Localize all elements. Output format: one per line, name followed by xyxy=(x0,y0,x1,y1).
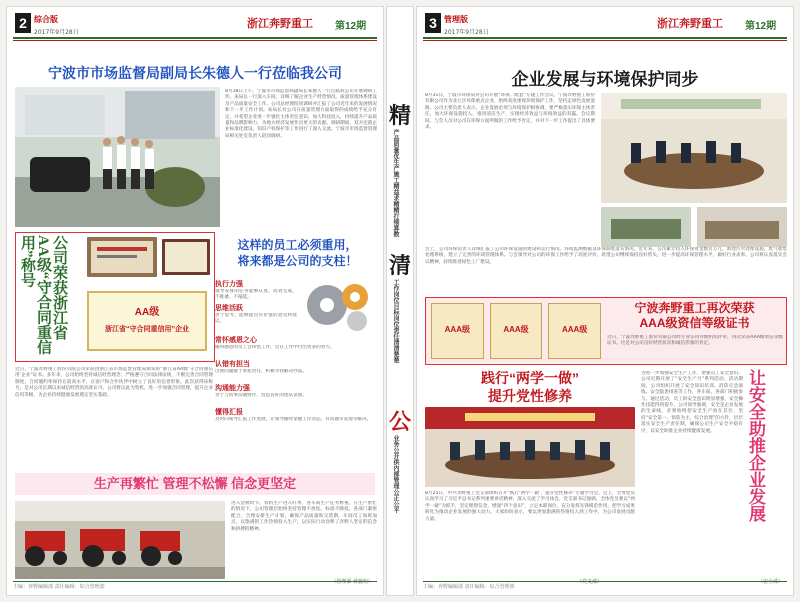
aaa-headline xyxy=(607,301,782,331)
spine-char-3: 公 xyxy=(389,409,412,434)
page-number: 3 xyxy=(425,13,441,33)
item-reporting-text: 及时向领导汇报工作进展，让领导随时掌握工作动态，有问题早发现早解决。 xyxy=(215,417,372,422)
spine-char-1: 精 xyxy=(389,103,412,128)
certificate-photo xyxy=(162,239,210,275)
production-banner: 生产再繁忙 管理不松懈 信念更坚定 xyxy=(15,473,375,495)
right-signoff: （安全部） xyxy=(757,579,783,585)
section-tag: 管理版 xyxy=(444,15,468,24)
production-article-text: 进入金秋时节，农机生产进入旺季，各车间生产任务繁重。在生产繁忙的情况下，公司管理层始终坚持管理不放松、标准不降低，各部门紧密配合，合理安排生产计划，确保产品质量和交货期。车间员工加班加点，以饱满的工作热情投入生产，以实际行动诠释了奔野人坚定的信念和拼搏的精神。 xyxy=(231,501,377,532)
aa-award-caption: 浙江省“守合同重信用”企业 xyxy=(105,326,189,333)
party-headline xyxy=(425,369,635,405)
safety-vertical-title: 让安全助推企业发展 xyxy=(746,369,765,522)
item-accountability-title: 认错有担当 xyxy=(215,361,250,368)
party-headline-line1: 践行“两学一做” xyxy=(481,370,579,386)
env-photo-3 xyxy=(697,207,787,247)
gears-image xyxy=(297,275,377,335)
left-signoff: （管理部 黄毅恒） xyxy=(331,579,373,585)
center-spine xyxy=(386,6,414,596)
env-article-text-1: 8月31日，宁波市环保局对公司开展“环保、配套”专题工作会议。宁波奔野重工股份有限公司作为北仑区环保重点企业，始终高度重视环境保护工作，坚持走绿色发展道路。公司主要负责人表示，企业发展必须与环境保护相协调，要严格落实环保主体责任，加大环保设施投入，推进清洁生产，实现经济效益与环境效益的双赢。会议期间，与会人员对公司在环保方面所做的工作给予肯定，并对下一步工作提出了具体要求。 xyxy=(425,93,595,131)
aaa-badge-2: AAA级 xyxy=(490,303,543,359)
right-footer: 主编：奔野编辑部 责任编辑：综合管理部 xyxy=(423,581,787,589)
right-page-header xyxy=(417,7,793,59)
award-plaque-photo xyxy=(87,237,157,277)
item-communication-text: 善于与同事沟通协作，营造良好的团队氛围。 xyxy=(215,393,307,398)
safety-article-text: 为进一步加强安全生产工作，增强员工安全意识，公司近期开展了“安全生产月”系列活动。活动期间，公司组织开展了安全知识培训、消防应急演练、安全隐患排查等工作，各车间、各部门积极参与。通过活动，员工的安全意识明显增强，安全操作技能得到提升。公司领导强调，安全是企业发展的生命线，必须始终把安全生产放在首位，坚持“安全第一、预防为主、综合治理”的方针，层层落实安全生产责任制，确保公司生产安全平稳有序，以安全助推企业持续健康发展。 xyxy=(641,371,743,434)
right-page xyxy=(416,6,794,596)
lead-article-text: 8月18日上午，宁波市市场监督局副局长朱德人一行莅临我公司开展调研工作。朱局长一行深入车间，详细了解企业生产经营情况、质量管理体系建设及产品质量安全工作。公司总经理陪同调研并汇报了公司近年来的发展情况和下一步工作计划。朱局长对公司在质量管理方面取得的成绩给予充分肯定，并希望企业进一步强化主体责任意识，加大科技投入，持续提升产品质量和品牌影响力，为地方经济发展作出更大的贡献。调研期间，双方还就企业标准化建设、知识产权保护等工作进行了深入交流。宁波市市场监督管理局相关处室负责人陪同调研。 xyxy=(225,89,377,139)
left-page-header xyxy=(7,7,383,59)
party-headline-line2: 提升党性修养 xyxy=(488,388,572,404)
env-meeting-photo xyxy=(601,93,787,203)
tractor-workshop-photo xyxy=(15,501,225,579)
env-photo-2 xyxy=(601,207,691,247)
issue-number: 第12期 xyxy=(745,21,777,32)
item-reporting xyxy=(215,407,375,443)
env-headline: 企业发展与环境保护同步 xyxy=(511,70,699,89)
left-footer: 主编：奔野编辑部 责任编辑：综合管理部 xyxy=(13,581,377,589)
party-signoff: （党支部） xyxy=(577,579,603,585)
aaa-headline-line1: 宁波奔野重工再次荣获 xyxy=(634,301,755,315)
staff-subhead xyxy=(215,237,380,269)
section-tag: 综合版 xyxy=(34,15,58,24)
header-rule xyxy=(13,37,377,39)
item-gratitude-text: 懂得感恩的员工会珍惜工作，会在工作中付出更多的努力。 xyxy=(215,345,335,350)
aaa-certificates xyxy=(431,303,601,359)
aaa-badge-3: AAA级 xyxy=(548,303,601,359)
inspection-photo xyxy=(15,87,220,227)
page-number: 2 xyxy=(15,13,31,33)
item-execution-title: 执行力强 xyxy=(215,281,243,288)
item-execution-text: 领导安排的任务能够认真、高效完成，不推诿，不拖延。 xyxy=(215,289,297,301)
masthead-logo: 浙江奔野重工 xyxy=(657,18,723,30)
aa-award-badge xyxy=(87,291,207,351)
award-article-text: 近日，宁波奔野重工股份有限公司荣获由浙江省市场监督管理局颁发的“浙江省AA级‘守合同重信用’企业”证书。多年来，公司始终坚持诚信经营理念，严格遵守合同法律法规，不断完善合同管理制度，合同履约率保持在较高水平，在客户和合作伙伴中树立了良好的信誉形象。此次获得该称号，是对公司长期以来诚信经营的高度认可。公司将以此为契机，进一步加强合同管理，提升企业信用等级，为企业持续健康发展奠定坚实基础。 xyxy=(15,367,213,398)
spine-motto-3: 业务公开供内部管理公正公平 xyxy=(392,435,398,513)
aaa-badge-1: AAA级 xyxy=(431,303,484,359)
issue-date: 2017年9月28日 xyxy=(34,29,79,36)
item-gratitude-title: 常怀感恩之心 xyxy=(215,337,257,344)
header-rule-red xyxy=(13,40,377,41)
spine-char-2: 清 xyxy=(389,253,412,278)
header-rule xyxy=(423,37,787,39)
masthead-logo: 浙江奔野重工 xyxy=(247,18,313,30)
issue-date: 2017年9月28日 xyxy=(444,29,489,36)
award-vertical-title: 公司荣获浙江省AA级“守合同重信用”称号 xyxy=(19,235,67,355)
aaa-headline-line2: AAA级资信等级证书 xyxy=(639,316,750,330)
item-thinking xyxy=(215,303,297,331)
left-page xyxy=(6,6,384,596)
spine-motto-1: 产品质量优生产施工精益求精精打细算数 xyxy=(392,129,398,237)
party-meeting-photo xyxy=(425,407,635,487)
staff-subhead-line1: 这样的员工必须重用， xyxy=(237,238,358,252)
aaa-article-text: 近日，宁波奔野重工股份有限公司经专业信用评级机构评审，再次荣获AAA级资信等级证书。这是对公司良好经营状况和诚信形象的肯定。 xyxy=(607,335,783,347)
spine-motto-2: 工作岗位目标岗位责任清清楚楚 xyxy=(392,279,398,363)
party-article-text: 8月25日，中共奔野重工党支部组织召开“践行‘两学一做’，提升党性修养”专题学习会。会上，全体党员认真学习了习近平总书记系列重要讲话精神，深入交流了学习体会。党支部书记强调，全体党员要以“两学一做”为抓手，坚定理想信念，增强“四个意识”，立足本职岗位，充分发挥先锋模范作用，把学习成果转化为推动企业发展的强大动力。大家纷纷表示，要以更加饱满的热情投入到工作中，为公司发展贡献力量。 xyxy=(425,491,635,522)
item-accountability-text: 出现问题敢于承担责任，积极寻找解决办法。 xyxy=(215,369,307,374)
item-communication-title: 沟通能力强 xyxy=(215,385,250,392)
aa-award-grade: AA级 xyxy=(134,307,160,318)
staff-subhead-line2: 将来都是公司的支柱！ xyxy=(237,254,358,268)
lead-headline: 宁波市市场监督局副局长朱德人一行莅临我公司 xyxy=(48,65,342,81)
env-article-text-2: 会上，公司环保负责人详细汇报了公司环保设施的建设和运行情况、环境监测数据及环保制度落实情况。近年来，公司累计投入环保资金数百万元，新建污水处理设施、废气收集处理系统，建立了完善的环境管理体系。与会领导对公司的环保工作给予了高度评价，希望公司继续保持良好势头，进一步提高环保管理水平，做好行业表率。公司将认真落实会议精神，持续推进绿色工厂建设。 xyxy=(425,247,787,265)
item-thinking-title: 思维活跃 xyxy=(215,305,243,312)
issue-number: 第12期 xyxy=(335,21,367,32)
item-thinking-text: 善于思考，能够提出有价值的意见和建议。 xyxy=(215,313,297,325)
item-reporting-title: 懂得汇报 xyxy=(215,409,243,416)
header-rule-red xyxy=(423,40,787,41)
